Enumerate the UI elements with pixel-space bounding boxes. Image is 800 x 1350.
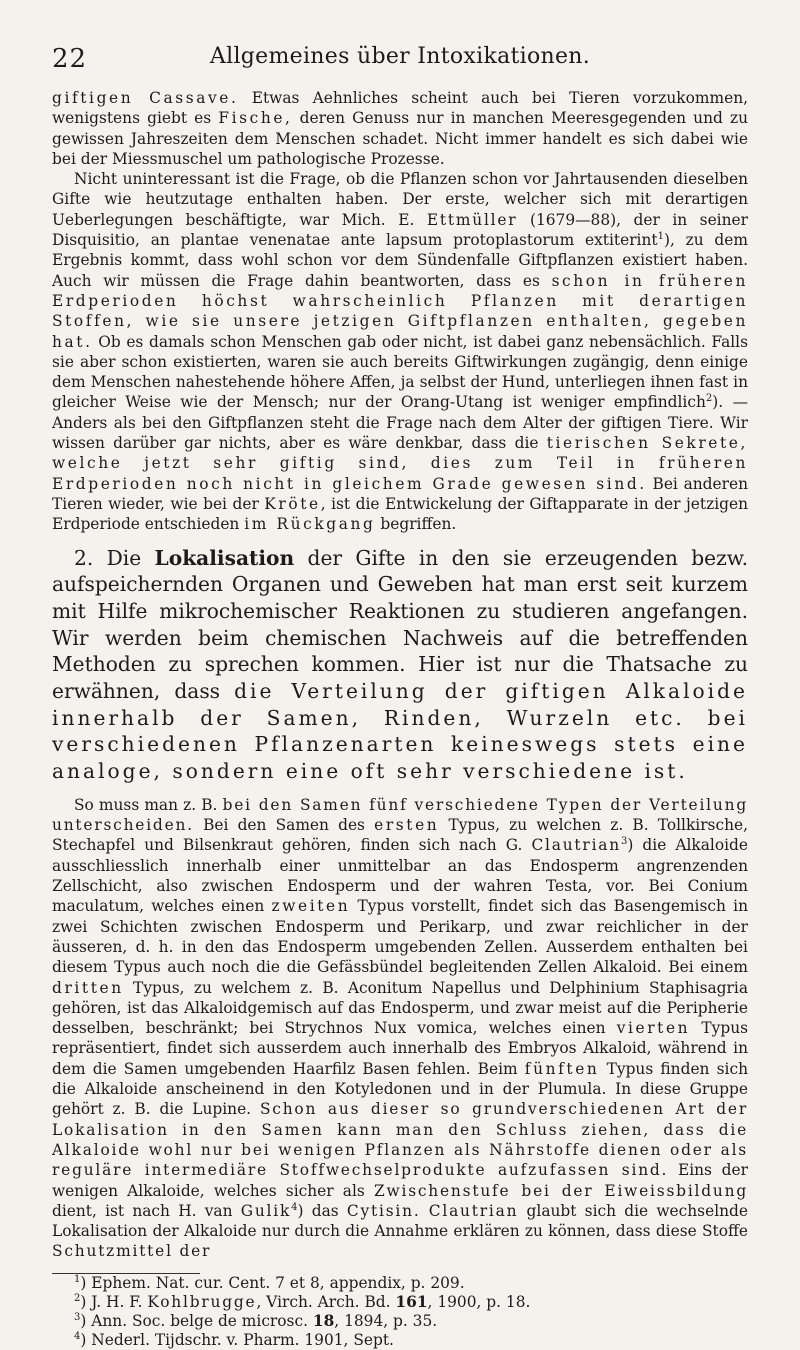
spaced-text: Cytisin. (346, 1201, 421, 1220)
text-run: ). — Anders als bei den Giftpflanzen steht die Frage nach dem Alter der giftigen Tiere. Wir wissen darüber gar nichts, aber es wäre denkbar, dass die (52, 393, 748, 453)
footnote-text: ) Ann. Soc. belge de microsc. (80, 1311, 313, 1330)
text-run: ), zu dem Ergebnis kommt, dass wohl schon vor dem Sündenfalle Giftpflanzen existiert haben. Auch wir müssen die Frage dahin beantworten, dass es (52, 231, 748, 290)
footnote-3 (52, 1312, 748, 1331)
text-run: (1679—88), der in seiner Disquisitio, an plantae venenatae ante lapsum protoplastorum extiterint (52, 210, 748, 250)
footnote-mark: 2 (74, 1292, 81, 1304)
spaced-text: ersten (374, 816, 440, 835)
footnote-ref: 2 (705, 393, 713, 405)
text-run: So muss man z. B. (74, 795, 223, 814)
spaced-text: Fische, (218, 109, 293, 128)
text-run: Typus finden sich die Alkaloide anscheinend in den Kotyledonen und in der Plumula. In diese Gruppe gehört z. B. die Lupine. (52, 1059, 749, 1119)
text-run: dient, ist nach H. van (52, 1201, 241, 1220)
text-body (52, 88, 748, 1350)
text-run: Typus, zu welchem z. B. Aconitum Napellus und Delphinium Staphisagria gehören, ist das Alkaloidgemisch auf das Endosperm, und zwar meist auf die Peripherie desselben, beschränkt; bei Strychnos Nux vomica, welches einen (52, 978, 748, 1038)
text-run (421, 1202, 429, 1220)
text-run: Nicht uninteressant ist die Frage, ob die Pflanzen schon vor Jahrtausenden dieselben Gifte wie heutzutage enthalten haben. Der erste, welcher sich mit derartigen Ueberlegungen beschäftigte, war Mich. E. (52, 170, 748, 229)
footnote-mark: 3 (74, 1311, 81, 1323)
spaced-text: bei den Samen fünf verschiedene Typen der Verteilung unterscheiden. (52, 795, 748, 835)
text-run: Eins der wenigen Alkaloide, welches sicher als (52, 1161, 748, 1200)
footnote-1 (52, 1274, 748, 1293)
text-run: Typus vorstellt, findet sich das Basengemisch in zwei Schichten zwischen Endosperm und Perikarp, und zwar reichlicher in der äusseren, d. h. in den das Endosperm umgebenden Zellen. Ausserdem enthalten bei diesem Typus auch noch die die Gefässbündel begleitenden Zellen Alkaloid. Bei einem (52, 897, 748, 977)
paragraph-4 (52, 795, 748, 1262)
running-title: Allgemeines über Intoxikationen. (209, 44, 591, 69)
text-run: ) die Alkaloide ausschliesslich innerhalb einer unmittelbar an das Endosperm angrenzenden Zellschicht, also zwischen Endosperm und der wahren Testa, vor. Bei Conium maculatum, welches einen (52, 836, 748, 916)
spaced-text: Clautrian (531, 836, 621, 855)
text-run: deren Genuss nur in manchen Meeresgegenden und zu gewissen Jahreszeiten dem Menschen schadet. Nicht immer handelt es sich dabei wie bei der Miessmuschel um pathologische Prozesse. (52, 109, 748, 168)
paragraph-2 (52, 169, 748, 534)
page-number: 22 (52, 44, 88, 74)
spaced-text: Kohlbrugge (147, 1292, 257, 1311)
footnote-ref: 3 (620, 836, 628, 848)
text-run: Bei den Samen des (193, 816, 375, 835)
footnote-text: , 1900, p. 18. (427, 1292, 531, 1311)
footnote-ref: 4 (291, 1201, 298, 1213)
footnote-text: , Virch. Arch. Bd. (256, 1292, 396, 1311)
text-run: Ob es damals schon Menschen gab oder nicht, ist dabei ganz nebensächlich. Falls sie aber schon existierten, waren sie auch bereits Giftwirkungen zugängig, denn einige dem Menschen nahestehende höhere Affen, ja selbst der Hund, unterliegen ihnen fast in gleicher Weise wie der Mensch; nur der Orang-Utang ist weniger empfindlich (52, 332, 748, 412)
text-run: der Gifte in den sie erzeugenden bezw. aufspeichernden Organen und Geweben hat man erst seit kurzem mit Hilfe mikrochemischer Reaktionen zu studieren angefangen. Wir werden beim chemischen Nachweis auf die betreffenden Methoden zu sprechen kommen. Hier ist nur die Thatsache zu erwähnen, dass (52, 545, 749, 704)
spaced-text: Kröte (264, 494, 321, 513)
footnote-text: ) Ephem. Nat. cur. Cent. 7 et 8, appendix, p. 209. (80, 1273, 465, 1292)
spaced-text: Gulik (240, 1201, 292, 1220)
spacer (52, 785, 748, 795)
text-run: ) das (297, 1201, 347, 1220)
spaced-text: Schon aus dieser so grundverschiedenen Art der Lokalisation in den Samen kann man den Schluss ziehen, dass die Alkaloide wohl nur bei wenigen Pflanzen als Nährstoffe dienen oder als reguläre intermediäre Stoffwechselprodukte aufzufassen sind. (52, 1100, 749, 1180)
paragraph-1 (52, 88, 748, 169)
text-run: Typus, zu welchen z. B. Tollkirsche, Stechapfel und Bilsenkraut gehören, finden sich nach G. (52, 816, 748, 855)
page-header (52, 44, 748, 78)
spaced-text: Zwischenstufe bei der Eiweissbildung (374, 1181, 748, 1200)
spaced-text: Schutzmittel der (52, 1242, 212, 1261)
footnote-2 (52, 1293, 748, 1312)
volume-number: 18 (312, 1311, 335, 1330)
spaced-text: die Verteilung der giftigen Alkaloide innerhalb der Samen, Rinden, Wurzeln etc. bei verschiedenen Pflanzenarten keineswegs stets eine analoge, sondern eine oft sehr verschiedene ist. (52, 679, 748, 784)
text-run: Etwas Aehnliches scheint auch bei Tieren vorzukommen, wenigstens giebt es (52, 89, 749, 128)
spaced-text: im Rückgang (244, 515, 376, 534)
volume-number: 161 (395, 1292, 428, 1311)
spaced-text: tierischen Sekrete, welche jetzt sehr giftig sind, dies zum Teil in früheren Erdperioden noch nicht in gleichem Grade gewesen sind. (52, 434, 748, 493)
spaced-text: Clautrian (428, 1201, 519, 1220)
spaced-text: fünften (524, 1059, 600, 1078)
text-run: begriffen. (375, 515, 457, 534)
spaced-text: vierten (616, 1019, 691, 1038)
footnote-4 (52, 1331, 748, 1350)
spaced-text: schon in früheren Erdperioden höchst wahrscheinlich Pflanzen mit derartigen Stoffen, wie sie unsere jetzigen Giftpflanzen enthalten, gegeben hat. (52, 271, 748, 351)
text-run: Bei anderen Tieren wieder, wie bei der (52, 474, 748, 513)
section-number: 2. Die (74, 545, 155, 570)
footnote-ref: 1 (657, 230, 664, 242)
spaced-text: giftigen Cassave. (52, 89, 239, 107)
text-run: , ist die Entwickelung der Giftapparate in der jetzigen Erdperiode entschieden (52, 494, 748, 534)
footnote-text: ) J. H. F. (80, 1292, 148, 1311)
spaced-text: zweiten (271, 897, 351, 916)
spaced-text: dritten (52, 978, 124, 997)
footnote-text: , 1894, p. 35. (334, 1311, 438, 1330)
footnote-mark: 4 (74, 1330, 81, 1342)
footnote-mark: 1 (74, 1273, 81, 1285)
paragraph-3-lokalisation (52, 545, 748, 785)
section-keyword: Lokalisation (154, 545, 295, 570)
text-run: Typus repräsentiert, findet sich ausserdem auch innerhalb des Embryos Alkaloid, während in dem die Samen umgebenden Haarfilz Basen fehlen. Beim (52, 1019, 749, 1078)
footnote-text: ) Nederl. Tijdschr. v. Pharm. 1901, Sept. (80, 1330, 394, 1349)
text-run: glaubt sich die wechselnde Lokalisation der Alkaloide nur durch die Annahme erklären zu können, dass diese Stoffe (52, 1201, 748, 1241)
spaced-text: Ettmüller (426, 210, 518, 229)
